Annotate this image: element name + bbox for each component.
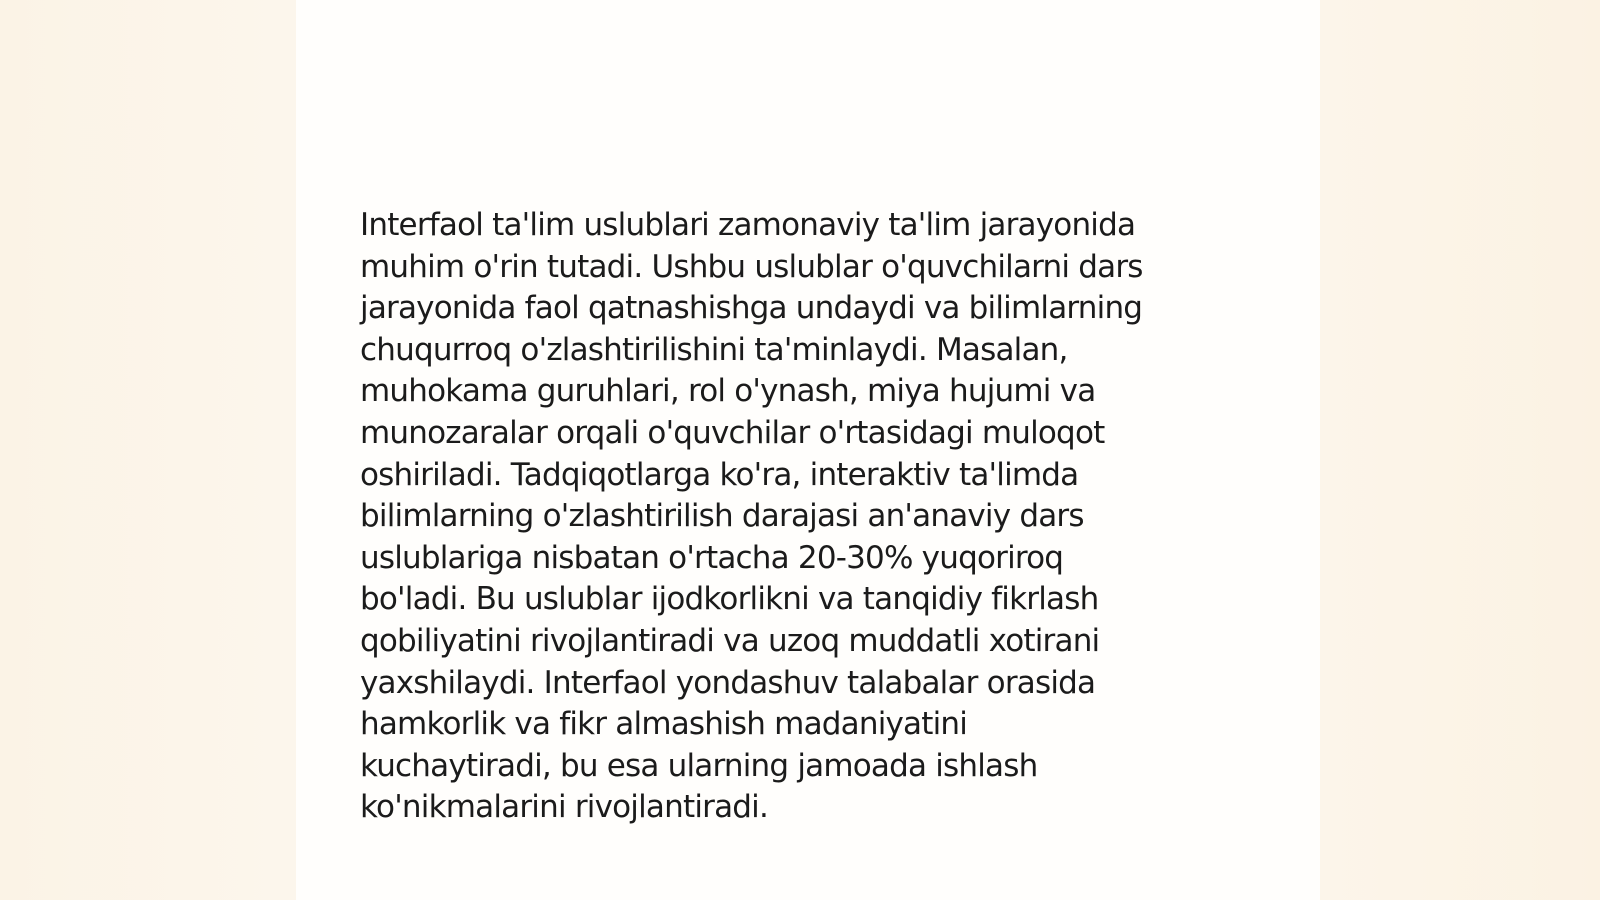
- paragraph-line: hamkorlik va fikr almashish madaniyatini: [360, 706, 968, 743]
- body-paragraph: [360, 205, 1240, 829]
- paragraph-line: uslublariga nisbatan o'rtacha 20-30% yuqoriroq: [360, 539, 1064, 576]
- paragraph-line: ko'nikmalarini rivojlantiradi.: [360, 789, 769, 826]
- paragraph-line: muhim o'rin tutadi. Ushbu uslublar o'quvchilarni dars: [360, 248, 1143, 285]
- paragraph-line: qobiliyatini rivojlantiradi va uzoq muddatli xotirani: [360, 622, 1100, 659]
- paragraph-line: bilimlarning o'zlashtirilish darajasi an'anaviy dars: [360, 498, 1084, 535]
- paragraph-line: chuqurroq o'zlashtirilishini ta'minlaydi. Masalan,: [360, 331, 1068, 368]
- paragraph-line: munozaralar orqali o'quvchilar o'rtasidagi muloqot: [360, 414, 1105, 451]
- document-page: [296, 0, 1320, 900]
- paragraph-line: kuchaytiradi, bu esa ularning jamoada ishlash: [360, 747, 1038, 784]
- paragraph-line: bo'ladi. Bu uslublar ijodkorlikni va tanqidiy fikrlash: [360, 581, 1099, 618]
- right-margin-background: [1320, 0, 1600, 900]
- paragraph-line: oshiriladi. Tadqiqotlarga ko'ra, interaktiv ta'limda: [360, 456, 1079, 493]
- paragraph-line: muhokama guruhlari, rol o'ynash, miya hujumi va: [360, 373, 1096, 410]
- paragraph-line: Interfaol ta'lim uslublari zamonaviy ta'lim jarayonida: [360, 207, 1136, 243]
- paragraph-line: jarayonida faol qatnashishga undaydi va bilimlarning: [360, 290, 1143, 327]
- paragraph-line: yaxshilaydi. Interfaol yondashuv talabalar orasida: [360, 664, 1096, 701]
